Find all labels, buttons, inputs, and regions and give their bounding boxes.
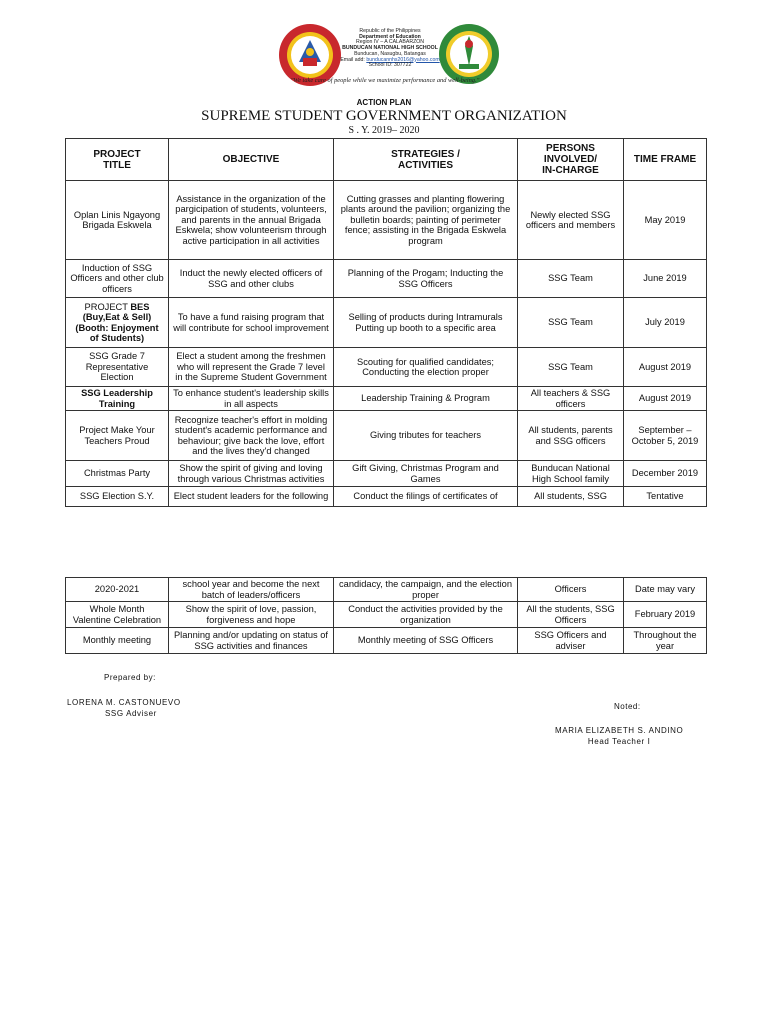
cell-project: PROJECT BES (Buy,Eat & Sell) (Booth: Enjoyment of Students) bbox=[66, 298, 169, 348]
cell-persons: SSG Team bbox=[518, 348, 624, 387]
cell-time-frame: Tentative bbox=[624, 487, 707, 507]
cell-project: Induction of SSG Officers and other club officers bbox=[66, 260, 169, 298]
cell-objective: Show the spirit of love, passion, forgiveness and hope bbox=[169, 602, 334, 628]
table-row bbox=[66, 578, 707, 602]
header-persons-involved: PERSONS INVOLVED/ IN-CHARGE bbox=[518, 139, 624, 181]
department-text: Department of Education bbox=[359, 33, 421, 40]
republic-text: Republic of the Philippines bbox=[359, 28, 421, 34]
cell-objective: school year and become the next batch of leaders/officers bbox=[169, 578, 334, 602]
table-row bbox=[66, 411, 707, 461]
header-time-frame: TIME FRAME bbox=[624, 139, 707, 181]
noter-role: Head Teacher I bbox=[587, 737, 651, 746]
cell-strategies: Leadership Training & Program bbox=[334, 387, 518, 411]
noted-label: Noted: bbox=[614, 702, 641, 711]
cell-strategies: Monthly meeting of SSG Officers bbox=[334, 628, 518, 654]
cell-objective: Show the spirit of giving and loving through various Christmas activities bbox=[169, 461, 334, 487]
preparer-role: SSG Adviser bbox=[105, 709, 157, 718]
cell-project: SSG Election S.Y. bbox=[66, 487, 169, 507]
cell-time-frame: July 2019 bbox=[624, 298, 707, 348]
cell-persons: SSG Team bbox=[518, 298, 624, 348]
school-address-text: Bunducan, Nasugbu, Batangas bbox=[354, 50, 426, 57]
cell-persons: All students, parents and SSG officers bbox=[518, 411, 624, 461]
cell-strategies: Scouting for qualified candidates; Conducting the election proper bbox=[334, 348, 518, 387]
organization-title: SUPREME STUDENT GOVERNMENT ORGANIZATION bbox=[201, 108, 567, 124]
cell-objective: Elect student leaders for the following bbox=[169, 487, 334, 507]
table-row bbox=[66, 260, 707, 298]
school-id-text: School ID: 307722 bbox=[368, 62, 412, 69]
table-row bbox=[66, 181, 707, 260]
cell-project: Monthly meeting bbox=[66, 628, 169, 654]
action-plan-table-continued bbox=[65, 577, 707, 654]
table-row bbox=[66, 628, 707, 654]
preparer-name: LORENA M. CASTONUEVO bbox=[67, 698, 181, 707]
cell-strategies: Planning of the Progam; Inducting the SSG Officers bbox=[334, 260, 518, 298]
school-year: S . Y. 2019– 2020 bbox=[348, 125, 420, 136]
cell-persons: Newly elected SSG officers and members bbox=[518, 181, 624, 260]
table-header-row bbox=[66, 139, 707, 181]
cell-persons: All teachers & SSG officers bbox=[518, 387, 624, 411]
table-row bbox=[66, 298, 707, 348]
cell-project: 2020-2021 bbox=[66, 578, 169, 602]
preparer-signature-block bbox=[67, 697, 181, 719]
cell-persons: All students, SSG bbox=[518, 487, 624, 507]
cell-strategies: Gift Giving, Christmas Program and Games bbox=[334, 461, 518, 487]
cell-strategies: Giving tributes for teachers bbox=[334, 411, 518, 461]
cell-objective: Planning and/or updating on status of SSG activities and finances bbox=[169, 628, 334, 654]
cell-time-frame: Date may vary bbox=[624, 578, 707, 602]
header-objective: OBJECTIVE bbox=[169, 139, 334, 181]
school-motto: "We take care of people while we maximize performance and well-being." bbox=[290, 77, 480, 84]
school-address-block bbox=[330, 29, 450, 69]
prepared-by-label: Prepared by: bbox=[104, 673, 156, 682]
cell-persons: Officers bbox=[518, 578, 624, 602]
email-label: Email add: bbox=[340, 56, 365, 63]
cell-persons: SSG Team bbox=[518, 260, 624, 298]
cell-persons: Bunducan National High School family bbox=[518, 461, 624, 487]
cell-persons: SSG Officers and adviser bbox=[518, 628, 624, 654]
school-name-text: BUNDUCAN NATIONAL HIGH SCHOOL bbox=[342, 45, 438, 52]
cell-time-frame: May 2019 bbox=[624, 181, 707, 260]
cell-strategies: Cutting grasses and planting flowering plants around the pavilion; organizing the bulletin boards; painting of perimeter fence; assisting in the Brigada Eskwela program bbox=[334, 181, 518, 260]
cell-objective: Recognize teacher's effort in molding student's academic performance and behaviour; give back the love, effort and the lives they'd changed bbox=[169, 411, 334, 461]
cell-time-frame: September – October 5, 2019 bbox=[624, 411, 707, 461]
noter-name: MARIA ELIZABETH S. ANDINO bbox=[555, 726, 684, 735]
header-strategies: STRATEGIES / ACTIVITIES bbox=[334, 139, 518, 181]
cell-time-frame: December 2019 bbox=[624, 461, 707, 487]
cell-project: SSG Leadership Training bbox=[66, 387, 169, 411]
cell-project: SSG Grade 7 Representative Election bbox=[66, 348, 169, 387]
cell-strategies: Selling of products during Intramurals Putting up booth to a specific area bbox=[334, 298, 518, 348]
table-row bbox=[66, 461, 707, 487]
cell-objective: Assistance in the organization of the pargicipation of students, volunteers, and parents in the annual Brigada Eskwela; show volunteerism through active participation in all activities bbox=[169, 181, 334, 260]
cell-strategies: Conduct the filings of certificates of bbox=[334, 487, 518, 507]
table-row bbox=[66, 348, 707, 387]
cell-project: Project Make Your Teachers Proud bbox=[66, 411, 169, 461]
cell-time-frame: August 2019 bbox=[624, 348, 707, 387]
letterhead bbox=[0, 22, 768, 94]
action-plan-table bbox=[65, 138, 707, 507]
cell-strategies: candidacy, the campaign, and the election proper bbox=[334, 578, 518, 602]
cell-time-frame: February 2019 bbox=[624, 602, 707, 628]
cell-objective: To have a fund raising program that will contribute for school improvement bbox=[169, 298, 334, 348]
cell-persons: All the students, SSG Officers bbox=[518, 602, 624, 628]
cell-objective: To enhance student's leadership skills in all aspects bbox=[169, 387, 334, 411]
cell-project: Oplan Linis Ngayong Brigada Eskwela bbox=[66, 181, 169, 260]
cell-objective: Elect a student among the freshmen who will represent the Grade 7 level in the Supreme Student Government bbox=[169, 348, 334, 387]
email-link[interactable]: bunducannhs2016@yahoo.com bbox=[366, 56, 440, 63]
cell-time-frame: August 2019 bbox=[624, 387, 707, 411]
cell-objective: Induct the newly elected officers of SSG and other clubs bbox=[169, 260, 334, 298]
header-project-title: PROJECT TITLE bbox=[66, 139, 169, 181]
cell-time-frame: Throughout the year bbox=[624, 628, 707, 654]
table-row bbox=[66, 602, 707, 628]
cell-project: Christmas Party bbox=[66, 461, 169, 487]
table-row bbox=[66, 387, 707, 411]
table-row bbox=[66, 487, 707, 507]
cell-time-frame: June 2019 bbox=[624, 260, 707, 298]
noter-signature-block bbox=[555, 725, 683, 747]
cell-strategies: Conduct the activities provided by the organization bbox=[334, 602, 518, 628]
cell-project: Whole Month Valentine Celebration bbox=[66, 602, 169, 628]
region-text: Region IV – A CALABARZON bbox=[355, 39, 425, 46]
plan-label: ACTION PLAN bbox=[356, 98, 412, 107]
